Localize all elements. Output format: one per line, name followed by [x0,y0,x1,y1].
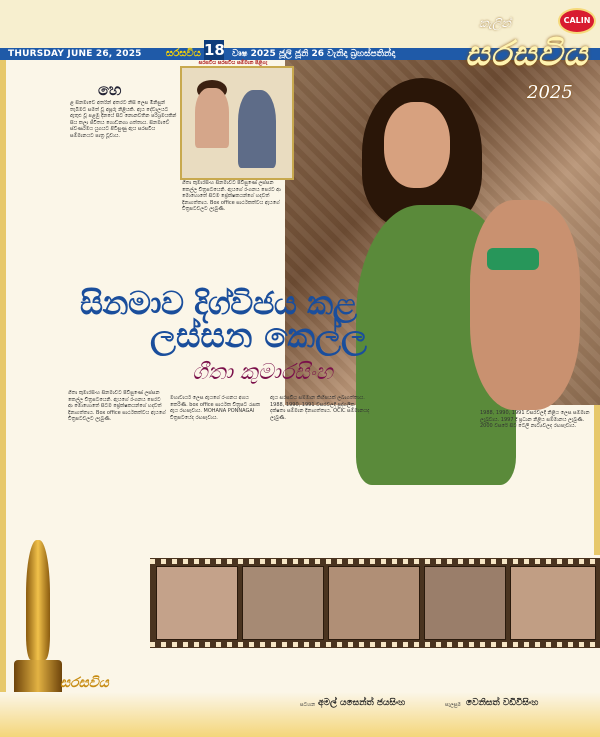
film-strip [150,558,600,648]
film-frame-2 [242,566,324,640]
film-frame-4 [424,566,506,640]
mini-sarasaviya-logo: සරසවිය [60,675,109,691]
logo-line2: සරසවිය [465,34,589,74]
intro-paragraph-cont: ගීතා කුමාරසිංහ සිනමාවට පිවිසුණේ ලස්සන කෙල්ල චිත්‍රපටයෙනි. ඇයගේ රංගනය පෙරට ආ මොහොතේ සිටම ප්‍රේක්ෂකයන්ගේ හදවත් දිනාගත්තාය. Box office සාර්ථකත්වය ඇයගේ චිත්‍රපටවලට ලැබුණි. [182,180,281,212]
issue-date-sinhala: වෘෂ 2025 ජූලි ජූනි 26 වැනිදා බ්‍රහස්පතින්දා [232,49,396,59]
design-label: සැලසුම [445,702,461,708]
award-photo-actress [195,88,229,148]
body-column-1: ගීතා කුමාරසිංහ සිනමාවට පිවිසුණේ ලස්සන කෙල්ල චිත්‍රපටයෙනි. ඇයගේ රංගනය පෙරට ආ මොහොතේ සිටම ප්‍රේක්ෂකයන්ගේ හදවත් දිනාගත්තාය. Box office සාර්ථකත්වය ඇයගේ චිත්‍රපටවලට ලැබුණි. [68,390,166,422]
logo-line1: කැලින් [479,16,511,30]
writer-label: සටහන [300,702,316,708]
brand-name: සරසවිය [166,48,201,59]
right-border [594,405,600,555]
film-perforations-top [150,559,600,564]
award-photo-caption: සරසවිය සරසවිය සම්මාන පිළිගැ [198,60,268,66]
logo-year: 2025 [527,82,573,103]
body-column-2: මහාචාර්ය ලෙස ඇයගේ රංගනය අගය කෙරිණි. box office සාර්ථක චිත්‍රපට රැසක ඇය රඟපෑවාය. MOHANA PONNAGAI චිත්‍රපටයේද රඟපෑවාය. [170,395,261,421]
left-border [0,60,6,692]
page-number: 18 [204,41,225,59]
actress-face [384,102,450,188]
sarasaviya-logo [455,2,600,102]
headline-line1: සිනමාව දිග්විජය කළ [80,284,357,322]
film-frame-5 [510,566,596,640]
designer-name: වෙනිසත් වඩිවිසිංහ [466,698,539,708]
headline-line2: ලස්සන කෙල්ල [150,316,367,356]
dropcap: හෙ [98,80,122,99]
calin-badge: CALIN [558,8,596,34]
body-column-3: ඇය සරසවිය සම්මාන කිහිපයක් ලබාගත්තාය. 1988, 1990, 1991 වසරවලදී පුද්ගලික දක්ෂතා සම්මාන දිනාගත්තාය. OCIC සම්මානයද ලැබුණි. [270,395,370,421]
actress-name: ගීතා කුමාරසිංහ [192,360,333,385]
statue-figure [26,540,50,660]
green-bracelet [487,248,539,270]
film-perforations-bottom [150,642,600,647]
body-column-4: 1988, 1990, 1991 වසරවලදී නිළිය ලෙස සම්මාන ලැබුවාය. 1997 දී ප්‍රධාන නිළිය සම්මානය ලැබුණි. 2000 වසරේ සිට ටෙලි නාට්‍යවලද රඟපෑවාය. [480,410,590,429]
actress-arm [470,200,580,410]
intro-paragraph: ළ සිනමාවේ අතරින් අතරට නිසි ලෙස මිනිසුන් තැබීමට සමත් වූ අපූරු නිළියකි. ඇය දේවාලයට ඇතුළු වූ පළමු දිනයේ සිට නොනවතින පරිශ්‍රමයකින් සිය කලා ජීවිතය ගොඩනගා ගත්තාය. සිනමාවේ ස්වර්ණමය යුගයට පිවිසුණු ඇය සරසවිය සම්මානයට පාත්‍ර වූවාය. [70,100,177,139]
award-photo-presenter [238,90,276,168]
film-frame-1 [156,566,238,640]
film-frame-3 [328,566,420,640]
writer-name: අමල් යසෙන්ත් ජයසිංහ [318,698,406,708]
issue-date: THURSDAY JUNE 26, 2025 [8,49,142,59]
